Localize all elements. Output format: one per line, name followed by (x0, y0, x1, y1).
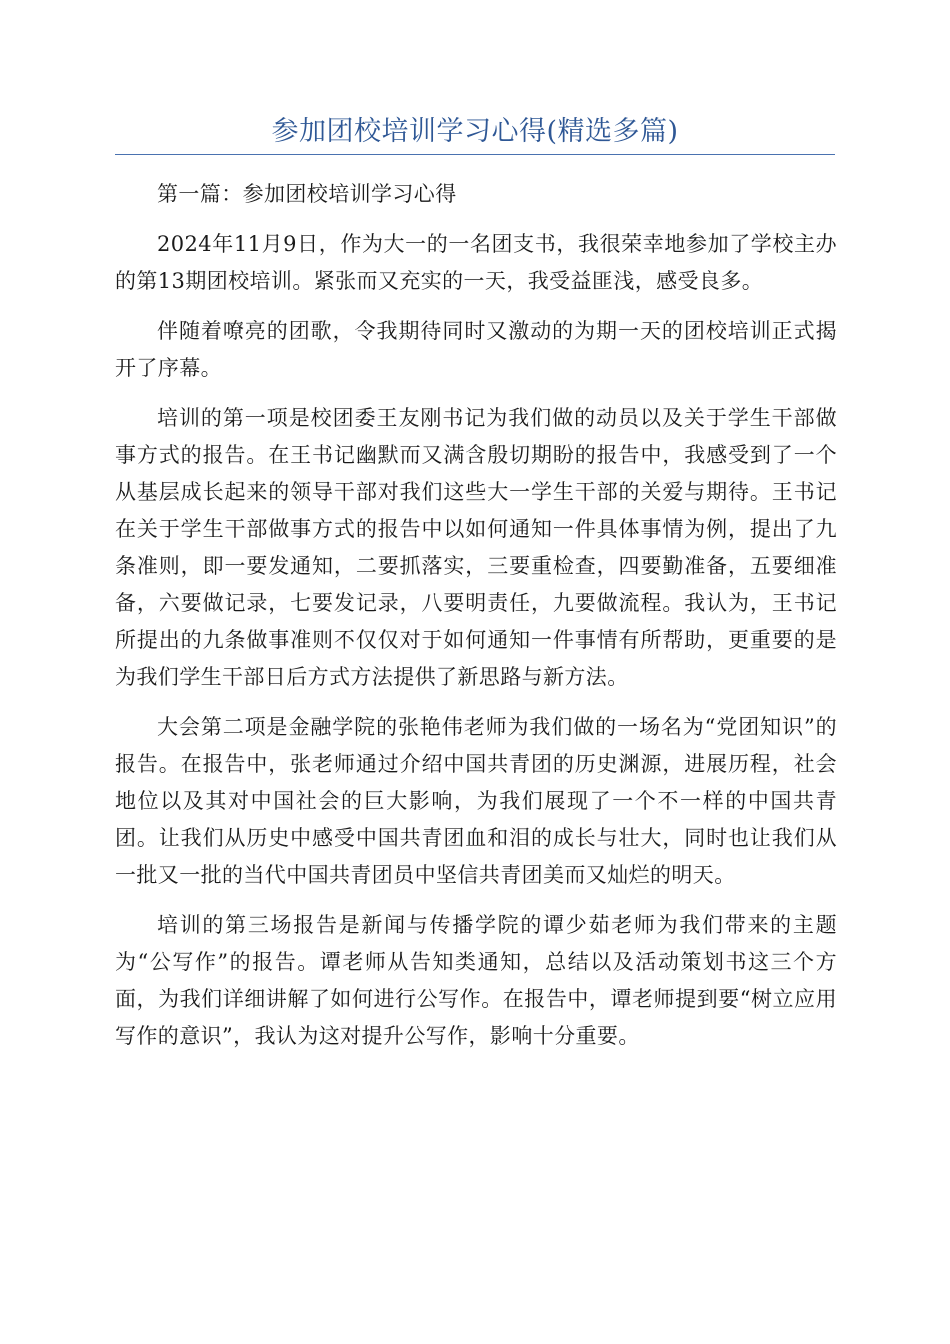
section-heading: 第一篇：参加团校培训学习心得 (157, 182, 457, 206)
paragraph: 大会第二项是金融学院的张艳伟老师为我们做的一场名为“党团知识”的报告。在报告中，张老师通过介绍中国共青团的历史渊源，进展历程，社会地位以及其对中国社会的巨大影响，为我们展现了一个不一样的中国共青团。让我们从历史中感受中国共青团血和泪的成长与壮大，同时也让我们从一批又一批的当代中国共青团员中坚信共青团美而又灿烂的明天。 (115, 715, 837, 887)
paragraph: 2024年11月9日，作为大一的一名团支书，我很荣幸地参加了学校主办的第13期团校培训。紧张而又充实的一天，我受益匪浅，感受良多。 (115, 232, 837, 293)
title-underline (115, 154, 835, 155)
paragraph: 培训的第三场报告是新闻与传播学院的谭少茹老师为我们带来的主题为“公写作”的报告。谭老师从告知类通知，总结以及活动策划书这三个方面，为我们详细讲解了如何进行公写作。在报告中，谭老师提到要“树立应用写作的意识”，我认为这对提升公写作，影响十分重要。 (115, 913, 837, 1048)
document-body (115, 176, 837, 1068)
document-title: 参加团校培训学习心得(精选多篇) (271, 116, 679, 147)
paragraph: 培训的第一项是校团委王友刚书记为我们做的动员以及关于学生干部做事方式的报告。在王书记幽默而又满含殷切期盼的报告中，我感受到了一个从基层成长起来的领导干部对我们这些大一学生干部的关爱与期待。王书记在关于学生干部做事方式的报告中以如何通知一件具体事情为例，提出了九条准则，即一要发通知，二要抓落实，三要重检查，四要勤准备，五要细准备，六要做记录，七要发记录，八要明责任，九要做流程。我认为，王书记所提出的九条做事准则不仅仅对于如何通知一件事情有所帮助，更重要的是为我们学生干部日后方式方法提供了新思路与新方法。 (115, 406, 837, 689)
paragraph: 伴随着嘹亮的团歌，令我期待同时又激动的为期一天的团校培训正式揭开了序幕。 (115, 319, 837, 380)
